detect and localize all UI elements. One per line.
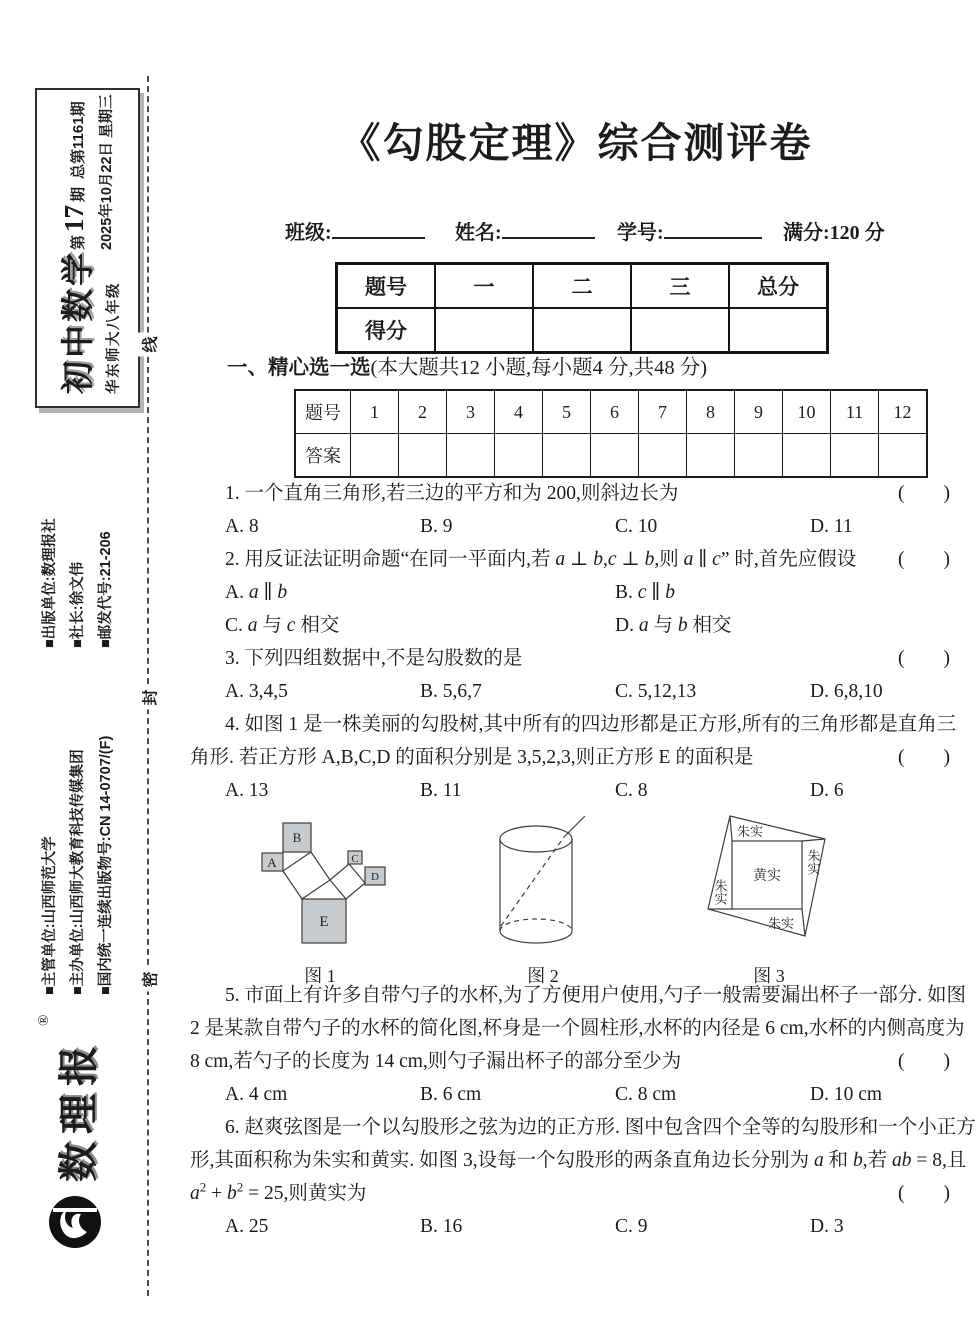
zhu-shi-right-label: 朱实 — [805, 849, 821, 875]
figure-row — [190, 807, 962, 986]
huang-shi-label: 黄实 — [753, 869, 781, 884]
option-c: C. 5,12,13 — [615, 681, 697, 702]
masthead-right — [59, 94, 116, 250]
question-list — [190, 477, 976, 1243]
qnum-cell: 2 — [399, 390, 447, 434]
fig3-zhaoshuang-diagram — [695, 809, 885, 986]
newspaper-brand: 初中数学 — [58, 250, 97, 394]
answer-row-label: 答案 — [295, 434, 351, 478]
name-field — [455, 216, 595, 245]
question-4-text — [190, 708, 962, 741]
square-a-label: A — [267, 855, 277, 870]
question-6-options — [190, 1210, 962, 1243]
option-a: A. 25 — [225, 1216, 269, 1237]
weekday: 星期三 — [99, 94, 115, 138]
question-2-options-ab — [190, 576, 962, 609]
fig2-cylinder-cup — [485, 809, 645, 986]
answer-blank-cell — [495, 434, 543, 478]
answer-blank-cell — [735, 434, 783, 478]
fig2-caption: 图 2 — [527, 966, 559, 986]
option-c: C. 8 cm — [615, 1084, 677, 1105]
publisher-line: ■邮发代号:21-206 — [98, 531, 114, 648]
option-a: A. a ∥ b — [225, 582, 288, 603]
answer-blank-row — [295, 434, 927, 478]
total-issue: 总第1161期 — [70, 101, 87, 179]
option-d: D. a 与 b 相交 — [615, 615, 732, 636]
question-6-line: 形,其面积称为朱实和黄实. 如图 3,设每一个勾股形的两条直角边长分别为 a 和 b,若 ab = 8,且 — [190, 1150, 967, 1171]
question-1-options — [190, 510, 962, 543]
option-c: C. 10 — [615, 516, 658, 537]
answer-paren: ( ) — [898, 1051, 950, 1072]
option-b: B. 11 — [420, 780, 462, 801]
question-6-text — [190, 1111, 976, 1144]
square-d-label: D — [371, 871, 379, 883]
question-1-line: 1. 一个直角三角形,若三边的平方和为 200,则斜边长为 — [225, 483, 679, 504]
student-id-label: 学号: — [617, 222, 664, 244]
class-field — [285, 216, 425, 245]
answer-blank-cell — [687, 434, 735, 478]
question-6-line: $a^2 + b^2 = 25$,则黄实为 — [190, 1179, 367, 1204]
score-header-cell: 三 — [631, 264, 729, 309]
student-id-field — [617, 216, 762, 245]
question-2-line: 2. 用反证法证明命题“在同一平面内,若 a ⊥ b,c ⊥ b,则 a ∥ c” 时,首先应假设 — [225, 549, 857, 570]
issue-suffix: 期 — [70, 186, 87, 202]
question-5-text-cont — [190, 1012, 965, 1045]
option-b: B. 5,6,7 — [420, 681, 482, 702]
answer-number-row — [295, 390, 927, 434]
date-line — [95, 94, 116, 250]
score-blank-cell — [631, 308, 729, 353]
zhu-shi-top-label: 朱实 — [736, 824, 764, 839]
section-1-heading-bold: 一、精心选一选 — [227, 356, 371, 379]
section-1-heading-note: (本大题共12 小题,每小题4 分,共48 分) — [370, 357, 708, 379]
full-score: 满分:120 分 — [783, 222, 885, 244]
score-blank-cell — [533, 308, 631, 353]
qnum-cell: 8 — [687, 390, 735, 434]
option-b: B. 9 — [420, 516, 453, 537]
section-1-heading — [227, 350, 707, 380]
issue-line — [59, 94, 90, 250]
answer-blank-cell — [399, 434, 447, 478]
class-blank — [332, 220, 425, 239]
question-4-line: 角形. 若正方形 A,B,C,D 的面积分别是 3,5,2,3,则正方形 E 的面积是 — [190, 747, 754, 768]
publish-date: 2025年10月22日 — [99, 141, 115, 250]
choice-answer-table — [294, 389, 928, 478]
publisher-line: ■社长:徐文伟 — [70, 561, 86, 648]
qnum-cell: 4 — [495, 390, 543, 434]
qnum-cell: 5 — [543, 390, 591, 434]
issue-prefix: 第 — [70, 234, 87, 250]
publisher-line: ■国内统一连续出版物号:CN 14-0707/(F) — [98, 735, 114, 995]
zhu-shi-left-label: 朱实 — [712, 879, 728, 905]
qnum-cell: 12 — [879, 390, 928, 434]
answer-blank-cell — [447, 434, 495, 478]
qnum-cell: 1 — [351, 390, 399, 434]
score-header-cell: 一 — [435, 264, 533, 309]
score-row-label: 得分 — [337, 308, 436, 353]
answer-paren: ( ) — [898, 549, 950, 570]
cylinder-drawing — [485, 809, 645, 955]
option-b: B. c ∥ b — [615, 582, 675, 603]
question-4-line: 4. 如图 1 是一株美丽的勾股树,其中所有的四边形都是正方形,所有的三角形都是直角三 — [225, 714, 957, 735]
answer-blank-cell — [351, 434, 399, 478]
masthead-left — [52, 250, 123, 394]
answer-blank-cell — [783, 434, 831, 478]
option-d: D. 6 — [810, 780, 844, 801]
publisher-block-1 — [36, 428, 120, 648]
option-c: C. 8 — [615, 780, 648, 801]
option-d: D. 6,8,10 — [810, 681, 883, 702]
option-c: C. a 与 c 相交 — [225, 615, 340, 636]
logo-icon — [47, 1194, 103, 1250]
registered-mark: ® — [36, 1014, 52, 1026]
qnum-cell: 10 — [783, 390, 831, 434]
qnum-cell: 9 — [735, 390, 783, 434]
seal-char-feng: 封 — [135, 686, 164, 710]
logo-wordmark: 数理报 — [55, 1038, 101, 1182]
question-4-text-cont — [190, 741, 962, 774]
question-2-options-cd — [190, 609, 962, 642]
option-b: B. 6 cm — [420, 1084, 482, 1105]
question-6-line: 6. 赵爽弦图是一个以勾股形之弦为边的正方形. 图中包含四个全等的勾股形和一个小正方 — [225, 1117, 976, 1138]
score-table — [335, 262, 829, 354]
question-5-line: 5. 市面上有许多自带勺子的水杯,为了方便用户使用,勺子一般需要漏出杯子一部分. 如图 — [225, 985, 967, 1006]
question-3-text — [190, 642, 962, 675]
fig1-pythagorean-tree — [235, 809, 455, 986]
option-d: D. 11 — [810, 516, 853, 537]
page-title: 《勾股定理》综合测评卷 — [339, 120, 813, 166]
option-a: A. 13 — [225, 780, 269, 801]
answer-paren: ( ) — [898, 747, 950, 768]
score-header-cell: 总分 — [729, 264, 828, 309]
fig1-caption: 图 1 — [304, 966, 336, 986]
option-a: A. 8 — [225, 516, 259, 537]
score-blank-cell — [729, 308, 828, 353]
question-5-text-cont — [190, 1045, 962, 1078]
question-2-text — [190, 543, 962, 576]
name-blank — [502, 220, 595, 239]
answer-paren: ( ) — [898, 483, 950, 504]
square-c-label: C — [351, 853, 359, 865]
seal-char-xian: 线 — [135, 333, 164, 357]
score-blank-cell — [435, 308, 533, 353]
score-header-cell: 题号 — [337, 264, 436, 309]
question-3-line: 3. 下列四组数据中,不是勾股数的是 — [225, 648, 523, 669]
question-5-text — [190, 979, 967, 1012]
question-6-text-cont — [190, 1177, 962, 1210]
qnum-cell: 6 — [591, 390, 639, 434]
question-1-text — [190, 477, 962, 510]
qnum-cell: 11 — [831, 390, 879, 434]
edition-label: 华东师大八年级 — [106, 282, 122, 394]
score-header-cell: 二 — [533, 264, 631, 309]
student-id-blank — [664, 220, 762, 239]
zhu-shi-bottom-label: 朱实 — [767, 916, 795, 931]
fig3-caption: 图 3 — [753, 966, 785, 986]
masthead-box — [35, 88, 140, 408]
option-b: B. 16 — [420, 1216, 463, 1237]
publisher-line: ■出版单位:数理报社 — [42, 518, 58, 648]
answer-qnum-label: 题号 — [295, 390, 351, 434]
question-5-line: 2 是某款自带勺子的水杯的简化图,杯身是一个圆柱形,水杯的内径是 6 cm,水杯的内侧高度为 — [190, 1018, 965, 1039]
class-label: 班级: — [285, 222, 332, 244]
answer-blank-cell — [543, 434, 591, 478]
answer-blank-cell — [639, 434, 687, 478]
option-a: A. 3,4,5 — [225, 681, 288, 702]
answer-blank-cell — [879, 434, 928, 478]
qnum-cell: 3 — [447, 390, 495, 434]
publisher-line: ■主办单位:山西师大教育科技传媒集团 — [70, 749, 86, 995]
question-4-options — [190, 774, 962, 807]
option-d: D. 10 cm — [810, 1084, 883, 1105]
pythagorean-tree-drawing — [235, 809, 455, 955]
zhaoshuang-drawing — [695, 809, 885, 955]
question-6-text-cont — [190, 1144, 967, 1177]
seal-char-mi: 密 — [135, 968, 164, 992]
answer-blank-cell — [591, 434, 639, 478]
publisher-block-2 — [36, 668, 120, 995]
square-b-label: B — [292, 830, 302, 845]
option-c: C. 9 — [615, 1216, 648, 1237]
score-header-row — [337, 264, 828, 309]
answer-blank-cell — [831, 434, 879, 478]
square-e-label: E — [319, 914, 329, 930]
question-3-options — [190, 675, 962, 708]
publisher-line: ■主管单位:山西师范大学 — [42, 836, 58, 995]
question-5-line: 8 cm,若勺子的长度为 14 cm,则勺子漏出杯子的部分至少为 — [190, 1051, 682, 1072]
option-d: D. 3 — [810, 1216, 844, 1237]
answer-paren: ( ) — [898, 648, 950, 669]
option-a: A. 4 cm — [225, 1084, 288, 1105]
question-5-options — [190, 1078, 962, 1111]
issue-number: 17 — [59, 204, 89, 232]
name-label: 姓名: — [455, 222, 502, 244]
qnum-cell: 7 — [639, 390, 687, 434]
brand-logo — [30, 1000, 120, 1250]
answer-paren: ( ) — [898, 1183, 950, 1204]
score-value-row — [337, 308, 828, 353]
